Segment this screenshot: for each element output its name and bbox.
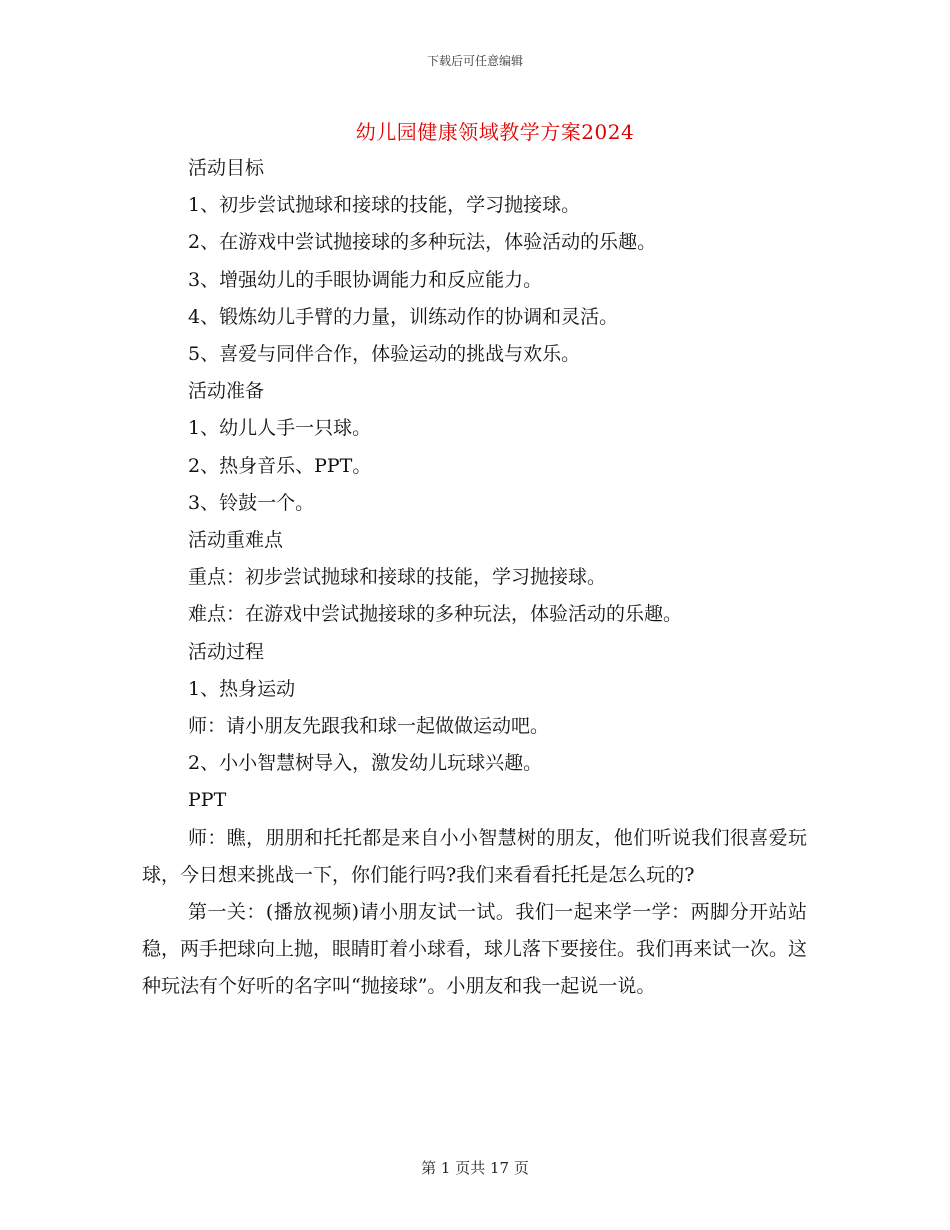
list-item: 3、增强幼儿的手眼协调能力和反应能力。 (188, 268, 543, 291)
section-heading-key-points: 活动重难点 (188, 529, 284, 552)
header-note: 下载后可任意编辑 (426, 54, 523, 68)
list-item: 2、小小智慧树导入，激发幼儿玩球兴趣。 (188, 752, 543, 775)
list-item: 3、铃鼓一个。 (188, 491, 315, 514)
difficulty-line: 难点：在游戏中尝试抛接球的多种玩法，体验活动的乐趣。 (188, 603, 683, 626)
list-item: 2、在游戏中尝试抛接球的多种玩法，体验活动的乐趣。 (188, 231, 657, 254)
list-item: 4、锻炼幼儿手臂的力量，训练动作的协调和灵活。 (188, 305, 619, 328)
teacher-line: 师：请小朋友先跟我和球一起做做运动吧。 (188, 715, 550, 738)
section-heading-goals: 活动目标 (188, 157, 265, 179)
section-heading-preparation: 活动准备 (188, 380, 265, 403)
document-body (142, 150, 807, 1006)
body-paragraph: 师：瞧，朋朋和托托都是来自小小智慧树的朋友，他们听说我们很喜爱玩球，今日想来挑战一下，你们能行吗?我们来看看托托是怎么玩的? (142, 826, 807, 886)
key-point-line: 重点：初步尝试抛球和接球的技能，学习抛接球。 (188, 566, 607, 589)
list-item: 5、喜爱与同伴合作，体验运动的挑战与欢乐。 (188, 343, 581, 366)
ppt-line: PPT (188, 789, 227, 812)
document-title: 幼儿园健康领域教学方案2024 (355, 120, 635, 144)
list-item: 1、热身运动 (188, 677, 296, 700)
section-heading-process: 活动过程 (188, 640, 265, 663)
list-item: 1、幼儿人手一只球。 (188, 417, 372, 440)
body-paragraph: 第一关：(播放视频)请小朋友试一试。我们一起来学一学：两脚分开站站稳，两手把球向上抛，眼睛盯着小球看，球儿落下要接住。我们再来试一次。这种玩法有个好听的名字叫“抛接球”。小朋友和我一起说一说。 (142, 901, 808, 998)
page-number: 第 1 页共 17 页 (421, 1159, 529, 1177)
list-item: 2、热身音乐、PPT。 (188, 454, 372, 477)
list-item: 1、初步尝试抛球和接球的技能，学习抛接球。 (188, 194, 581, 217)
